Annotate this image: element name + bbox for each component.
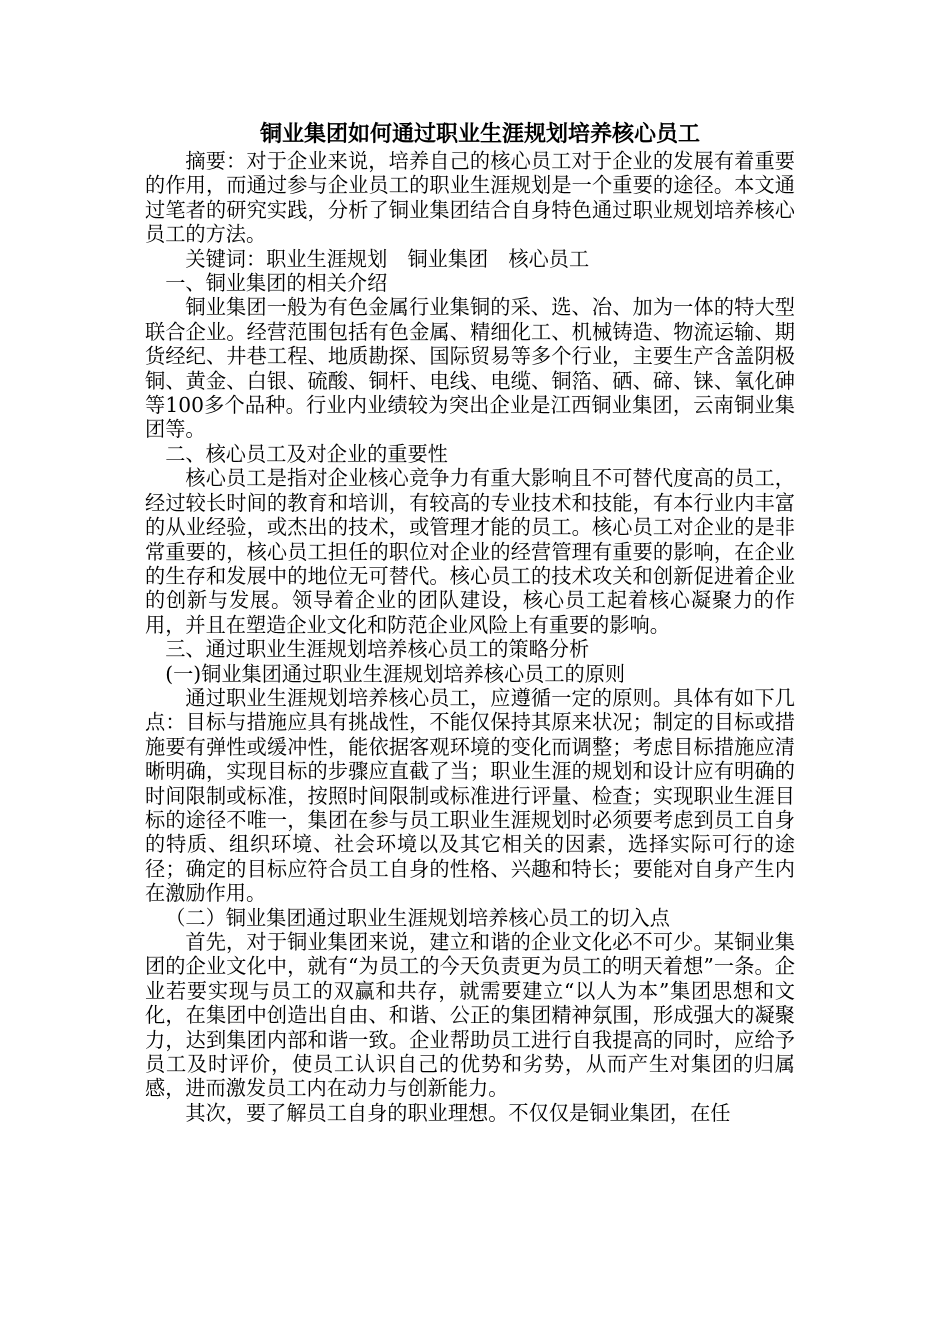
section-heading-2: 二、核心员工及对企业的重要性 xyxy=(165,441,448,466)
body-paragraph: 其次，要了解员工自身的职业理想。不仅仅是铜业集团，在任 xyxy=(185,1100,731,1125)
section-heading-1: 一、铜业集团的相关介绍 xyxy=(165,271,388,296)
body-paragraph: 铜业集团一般为有色金属行业集铜的采、选、冶、加为一体的特大型联合企业。经营范围包括有色金属、精细化工、机械铸造、物流运输、期货经纪、井巷工程、地质勘探、国际贸易等多个行业，主要生产含盖阴极铜、黄金、白银、硫酸、铜杆、电线、电缆、铜箔、硒、碲、铼、氧化砷等100多个品种。行业内业绩较为突出企业是江西铜业集团，云南铜业集团等。 xyxy=(145,295,795,442)
document-title: 铜业集团如何通过职业生涯规划培养核心员工 xyxy=(260,122,701,147)
subsection-heading-2: （二）铜业集团通过职业生涯规划培养核心员工的切入点 xyxy=(165,905,670,930)
section-heading-3: 三、通过职业生涯规划培养核心员工的策略分析 xyxy=(165,637,590,662)
body-paragraph: 首先，对于铜业集团来说，建立和谐的企业文化必不可少。某铜业集团的企业文化中，就有“为员工的今天负责更为员工的明天着想”一条。企业若要实现与员工的双赢和共存，就需要建立“以人为本”集团思想和文化，在集团中创造出自由、和谐、公正的集团精神氛围，形成强大的凝聚力，达到集团内部和谐一致。企业帮助员工进行自我提高的同时，应给予员工及时评价，使员工认识自己的优势和劣势，从而产生对集团的归属感，进而激发员工内在动力与创新能力。 xyxy=(145,930,795,1101)
abstract-paragraph: 摘要：对于企业来说，培养自己的核心员工对于企业的发展有着重要的作用，而通过参与企业员工的职业生涯规划是一个重要的途径。本文通过笔者的研究实践，分析了铜业集团结合自身特色通过职业规划培养核心员工的方法。 xyxy=(145,149,795,247)
keywords-paragraph: 关键词：职业生涯规划 铜业集团 核心员工 xyxy=(185,246,590,271)
document-page xyxy=(145,118,795,1125)
body-paragraph: 核心员工是指对企业核心竞争力有重大影响且不可替代度高的员工，经过较长时间的教育和培训，有较高的专业技术和技能，有本行业内丰富的从业经验，或杰出的技术，或管理才能的员工。核心员工对企业的是非常重要的，核心员工担任的职位对企业的经营管理有重要的影响，在企业的生存和发展中的地位无可替代。核心员工的技术攻关和创新促进着企业的创新与发展。领导着企业的团队建设，核心员工起着核心凝聚力的作用，并且在塑造企业文化和防范企业风险上有重要的影响。 xyxy=(145,466,795,637)
subsection-heading-1: (一)铜业集团通过职业生涯规划培养核心员工的原则 xyxy=(165,661,626,686)
body-paragraph: 通过职业生涯规划培养核心员工，应遵循一定的原则。具体有如下几点：目标与措施应具有挑战性，不能仅保持其原来状况；制定的目标或措施要有弹性或缓冲性，能依据客观环境的变化而调整；考虑目标措施应清晰明确，实现目标的步骤应直截了当；职业生涯的规划和设计应有明确的时间限制或标准，按照时间限制或标准进行评量、检查；实现职业生涯目标的途径不唯一，集团在参与员工职业生涯规划时必须要考虑到员工自身的特质、组织环境、社会环境以及其它相关的因素，选择实际可行的途径；确定的目标应符合员工自身的性格、兴趣和特长；要能对自身产生内在激励作用。 xyxy=(145,685,795,906)
